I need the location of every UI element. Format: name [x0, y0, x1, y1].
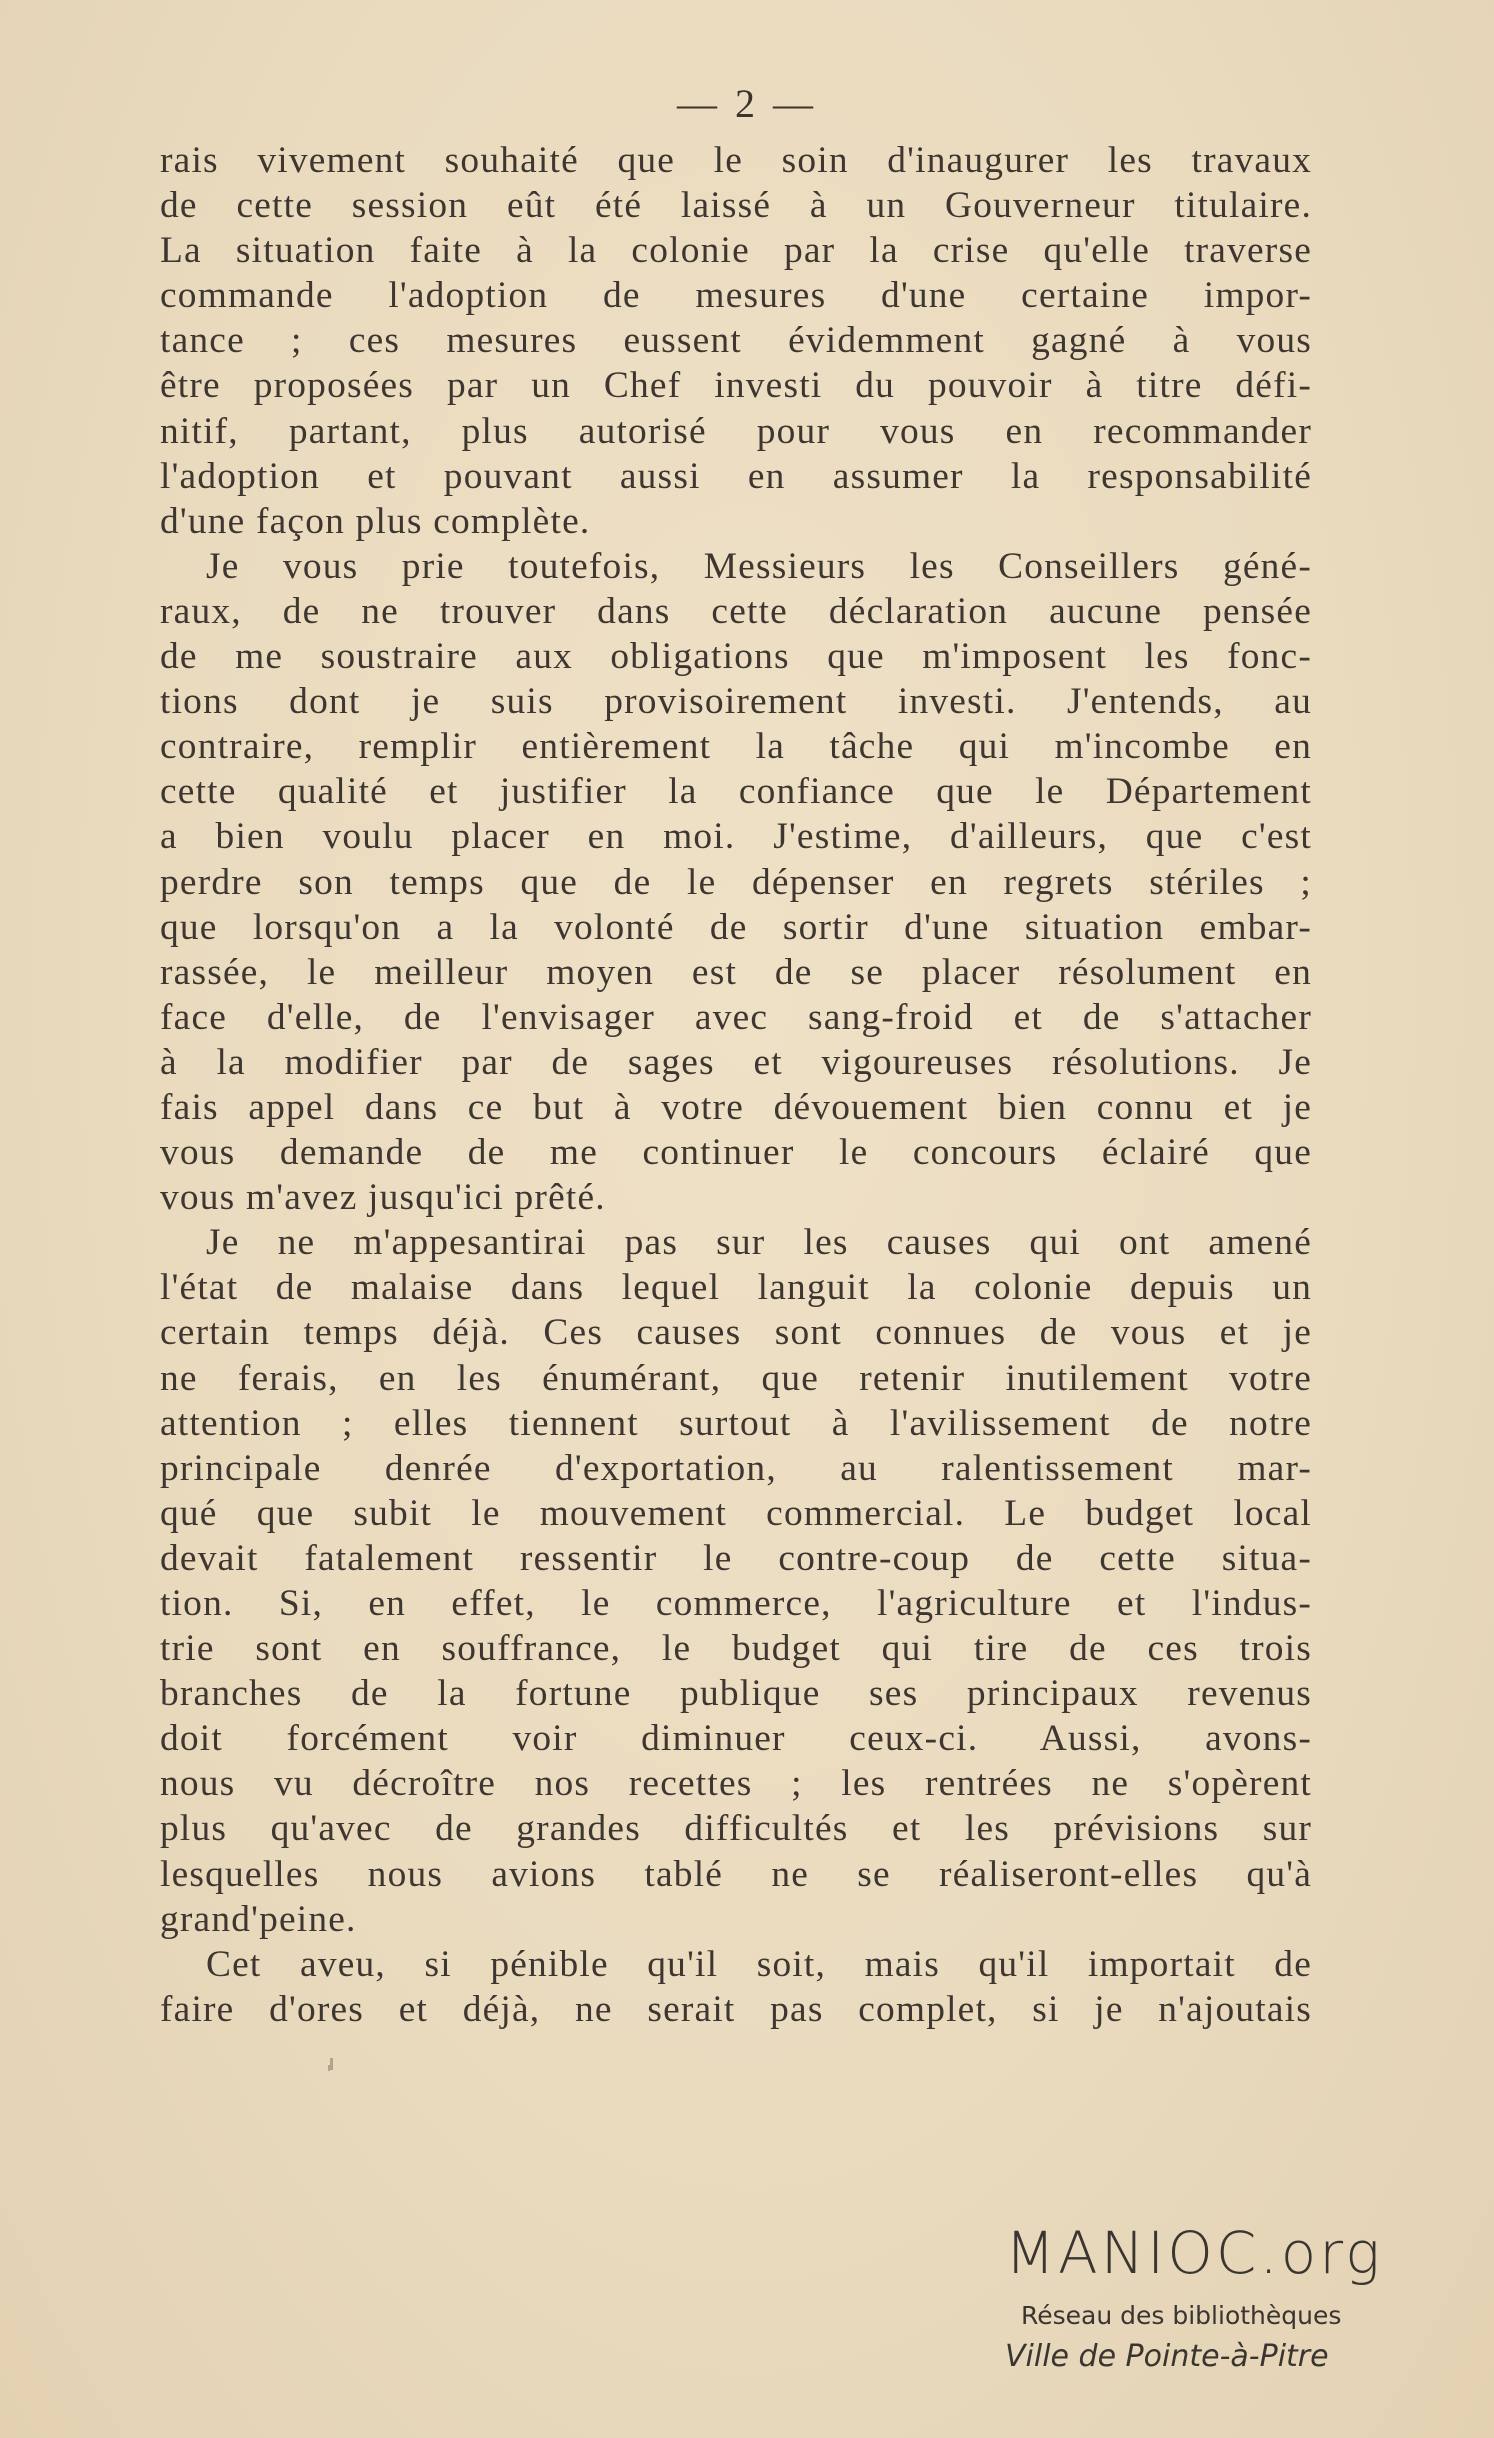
text-line: l'adoption et pouvant aussi en assumer la responsabilité: [160, 455, 1312, 497]
text-line: doit forcément voir diminuer ceux-ci. Aussi, avons-: [160, 1718, 1312, 1760]
text-line: certain temps déjà. Ces causes sont connues de vous et je: [160, 1312, 1312, 1354]
text-line: à la modifier par de sages et vigoureuses résolutions. Je: [160, 1041, 1312, 1083]
manioc-logo: MANIOC.org: [1005, 2219, 1383, 2287]
text-line: Je vous prie toutefois, Messieurs les Conseillers géné-: [206, 545, 1312, 587]
text-line: lesquelles nous avions tablé ne se réaliseront-elles qu'à: [160, 1853, 1312, 1895]
text-line: nitif, partant, plus autorisé pour vous en recommander: [160, 410, 1312, 452]
text-line: cette qualité et justifier la confiance que le Département: [160, 771, 1312, 813]
text-line: être proposées par un Chef investi du pouvoir à titre défi-: [160, 365, 1312, 407]
paper-speck: [330, 2058, 333, 2070]
text-line: que lorsqu'on a la volonté de sortir d'une situation embar-: [160, 906, 1312, 948]
text-line: fais appel dans ce but à votre dévouement bien connu et je: [160, 1086, 1312, 1128]
text-line: de cette session eût été laissé à un Gouverneur titulaire.: [160, 185, 1312, 227]
watermark-city: Ville de Pointe-à-Pitre: [1005, 2339, 1329, 2374]
text-line: perdre son temps que de le dépenser en regrets stériles ;: [160, 861, 1312, 903]
text-line: tion. Si, en effet, le commerce, l'agriculture et l'indus-: [160, 1583, 1312, 1624]
text-line: branches de la fortune publique ses principaux revenus: [160, 1673, 1312, 1715]
text-line: vous m'avez jusqu'ici prêté.: [160, 1177, 606, 1219]
text-line: l'état de malaise dans lequel languit la colonie depuis un: [160, 1267, 1312, 1309]
text-line: trie sont en souffrance, le budget qui tire de ces trois: [160, 1628, 1312, 1670]
text-line: rais vivement souhaité que le soin d'inaugurer les travaux: [160, 140, 1312, 181]
text-line: tance ; ces mesures eussent évidemment gagné à vous: [160, 320, 1312, 362]
text-line: Cet aveu, si pénible qu'il soit, mais qu'il importait de: [206, 1943, 1312, 1985]
text-line: contraire, remplir entièrement la tâche qui m'incombe en: [160, 726, 1312, 768]
text-line: devait fatalement ressentir le contre-coup de cette situa-: [160, 1537, 1312, 1579]
text-line: ne ferais, en les énumérant, que retenir inutilement votre: [160, 1357, 1312, 1399]
text-line: vous demande de me continuer le concours éclairé que: [160, 1132, 1312, 1174]
text-line: nous vu décroître nos recettes ; les rentrées ne s'opèrent: [160, 1763, 1312, 1805]
text-line: tions dont je suis provisoirement investi. J'entends, au: [160, 681, 1312, 723]
body-text: [160, 138, 1312, 2032]
text-line: rassée, le meilleur moyen est de se placer résolument en: [160, 951, 1312, 993]
text-line: d'une façon plus complète.: [160, 500, 591, 542]
text-line: grand'peine.: [160, 1898, 357, 1940]
text-line: principale denrée d'exportation, au ralentissement mar-: [160, 1447, 1312, 1489]
text-line: qué que subit le mouvement commercial. Le budget local: [160, 1492, 1312, 1534]
text-line: faire d'ores et déjà, ne serait pas complet, si je n'ajoutais: [160, 1988, 1312, 2030]
manioc-watermark: [1005, 2220, 1465, 2378]
text-line: commande l'adoption de mesures d'une certaine impor-: [160, 275, 1312, 317]
watermark-network: Réseau des bibliothèques: [1021, 2301, 1342, 2330]
text-line: face d'elle, de l'envisager avec sang-froid et de s'attacher: [160, 996, 1312, 1038]
text-line: Je ne m'appesantirai pas sur les causes qui ont amené: [206, 1222, 1312, 1264]
text-line: de me soustraire aux obligations que m'imposent les fonc-: [160, 636, 1312, 678]
text-line: attention ; elles tiennent surtout à l'avilissement de notre: [160, 1402, 1312, 1444]
text-line: plus qu'avec de grandes difficultés et les prévisions sur: [160, 1808, 1312, 1850]
text-line: La situation faite à la colonie par la crise qu'elle traverse: [160, 230, 1312, 272]
paper-speck: [328, 2065, 330, 2071]
text-line: a bien voulu placer en moi. J'estime, d'ailleurs, que c'est: [160, 816, 1312, 858]
page-number: — 2 —: [677, 81, 817, 126]
text-line: raux, de ne trouver dans cette déclaration aucune pensée: [160, 590, 1312, 632]
